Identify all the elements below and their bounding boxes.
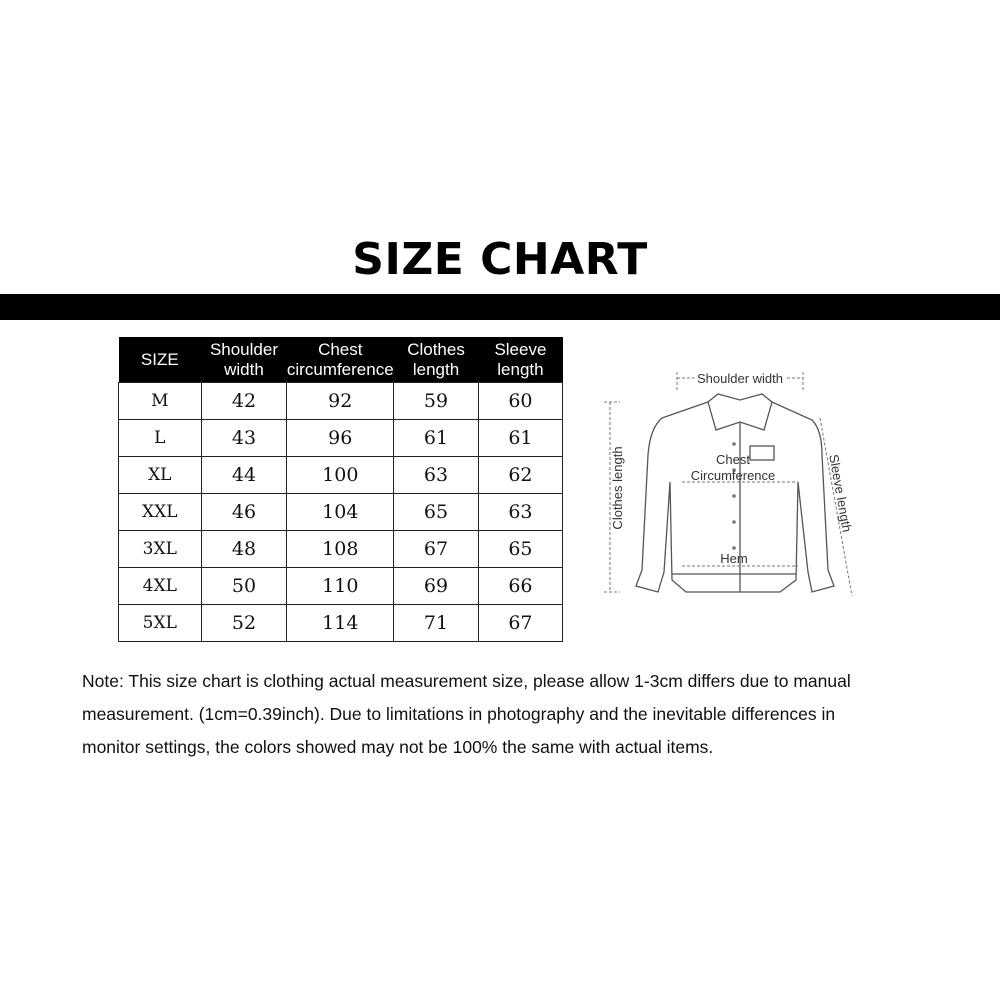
size-cell: 3XL	[119, 531, 202, 568]
clothes-length-cell: 61	[394, 420, 479, 457]
chest-label-line1: Chest	[716, 452, 750, 467]
shoulder-cell: 43	[201, 420, 287, 457]
shoulder-cell: 44	[201, 457, 287, 494]
chest-cell: 114	[287, 605, 394, 642]
chest-cell: 92	[287, 383, 394, 420]
shoulder-cell: 52	[201, 605, 287, 642]
table-row	[119, 494, 563, 531]
shoulder-cell: 50	[201, 568, 287, 605]
note-line: monitor settings, the colors showed may not be 100% the same with actual items.	[82, 737, 714, 757]
clothes-length-cell: 59	[394, 383, 479, 420]
sleeve-length-cell: 63	[478, 494, 562, 531]
table-row	[119, 457, 563, 494]
jacket-diagram-svg	[590, 360, 870, 610]
clothes-length-cell: 71	[394, 605, 479, 642]
size-cell: L	[119, 420, 202, 457]
sleeve-length-cell: 66	[478, 568, 562, 605]
header-shoulder-width	[201, 337, 287, 383]
header-label-line1: Sleeve	[494, 339, 547, 359]
clothes-length-cell: 67	[394, 531, 479, 568]
page-title: SIZE CHART	[352, 234, 648, 285]
clothes-length-cell: 63	[394, 457, 479, 494]
sleeve-length-cell: 67	[478, 605, 562, 642]
chest-label-line2: Circumference	[690, 468, 776, 483]
size-cell: XXL	[119, 494, 202, 531]
header-sleeve-length	[478, 337, 562, 383]
table-row	[119, 605, 563, 642]
clothes-length-cell: 65	[394, 494, 479, 531]
header-label-line2: circumference	[286, 359, 394, 379]
sleeve-length-cell: 65	[478, 531, 562, 568]
header-label-line2: width	[224, 359, 264, 379]
table-row	[119, 383, 563, 420]
table-row	[119, 420, 563, 457]
title-divider-bar	[0, 294, 1000, 320]
note-line: Note: This size chart is clothing actual measurement size, please allow 1-3cm differs due to manual	[82, 671, 851, 691]
hem-label: Hem	[720, 551, 748, 566]
header-label-line1: Chest	[318, 339, 363, 359]
sleeve-length-cell: 60	[478, 383, 562, 420]
size-cell: 4XL	[119, 568, 202, 605]
table-header-row	[119, 337, 563, 383]
clothes-length-cell: 69	[394, 568, 479, 605]
table-row	[119, 568, 563, 605]
chest-cell: 110	[287, 568, 394, 605]
shoulder-cell: 46	[201, 494, 287, 531]
sleeve-length-cell: 62	[478, 457, 562, 494]
chest-cell: 108	[287, 531, 394, 568]
clothes-length-label: Clothes length	[610, 446, 625, 530]
shoulder-cell: 42	[201, 383, 287, 420]
size-cell: XL	[119, 457, 202, 494]
header-label-line2: length	[412, 359, 460, 379]
header-size	[119, 337, 202, 383]
size-table	[118, 337, 563, 642]
table-row	[119, 531, 563, 568]
sleeve-length-cell: 61	[478, 420, 562, 457]
chest-cell: 96	[287, 420, 394, 457]
header-size-label: SIZE	[140, 349, 179, 369]
size-cell: M	[119, 383, 202, 420]
header-label-line2: length	[497, 359, 544, 379]
header-label-line1: Shoulder	[209, 339, 278, 359]
shoulder-width-label: Shoulder width	[697, 371, 783, 386]
header-label-line1: Clothes	[407, 339, 465, 359]
header-chest-circumference	[287, 337, 394, 383]
shoulder-cell: 48	[201, 531, 287, 568]
header-clothes-length	[394, 337, 479, 383]
note-paragraph	[82, 665, 932, 764]
sleeve-length-label: Sleeve length	[826, 453, 855, 534]
note-line: measurement. (1cm=0.39inch). Due to limitations in photography and the inevitable differences in	[82, 704, 836, 724]
jacket-measurement-diagram	[590, 360, 870, 610]
chest-cell: 100	[287, 457, 394, 494]
chest-cell: 104	[287, 494, 394, 531]
size-cell: 5XL	[119, 605, 202, 642]
